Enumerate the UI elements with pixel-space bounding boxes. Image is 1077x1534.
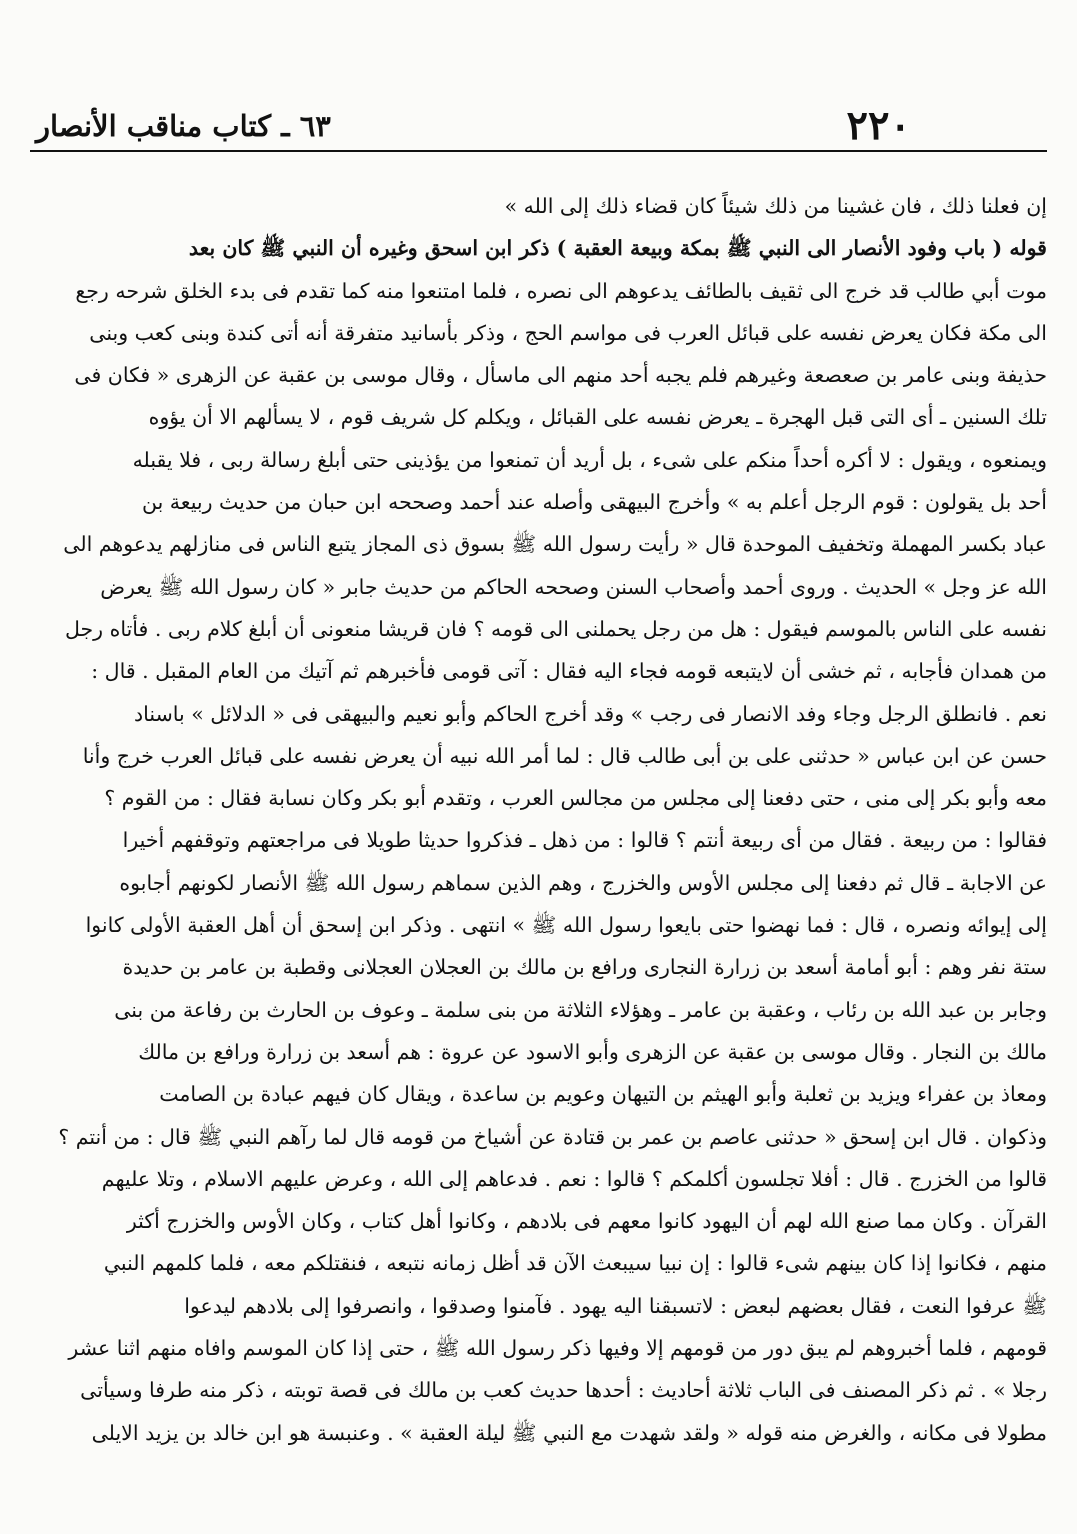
text-line: موت أبي طالب قد خرج الى ثقيف بالطائف يدعوهم الى نصره ، فلما امتنعوا منه كما تقدم فى بدء الخلق شرحه رجع (75, 278, 1047, 303)
text-line: نفسه على الناس بالموسم فيقول : هل من رجل يحملنى الى قومه ؟ فان قريشا منعونى أن أبلغ كلام ربى . فأتاه رجل (64, 616, 1047, 641)
text-line: الى مكة فكان يعرض نفسه على قبائل العرب فى مواسم الحج ، وذكر بأسانيد متفرقة أنه أتى كندة وبنى كعب وبنى (89, 320, 1047, 345)
text-line: قالوا من الخزرج . قال : أفلا تجلسون أكلمكم ؟ قالوا : نعم . فدعاهم إلى الله ، وعرض عليهم الاسلام ، وتلا عليهم (101, 1166, 1047, 1191)
text-line: معه وأبو بكر إلى منى ، حتى دفعنا إلى مجلس من مجالس العرب ، وتقدم أبو بكر وكان نسابة فقال : من القوم ؟ (104, 786, 1047, 811)
text-line: رجلا » . ثم ذكر المصنف فى الباب ثلاثة أحاديث : أحدها حديث كعب بن مالك فى قصة توبته ، ذكر منه طرفا وسيأتى (80, 1378, 1047, 1403)
text-line: عباد بكسر المهملة وتخفيف الموحدة قال « رأيت رسول الله ﷺ بسوق ذى المجاز يتبع الناس فى منازلهم يدعوهم الى (63, 532, 1047, 557)
page-number: ٢٢٠ (846, 102, 911, 149)
text-line: قومهم ، فلما أخبروهم لم يبق دور من قومهم إلا وفيها ذكر رسول الله ﷺ ، حتى إذا كان الموسم وافاه منهم اثنا عشر (68, 1336, 1047, 1361)
text-line: منهم ، فكانوا إذا كان بينهم شىء قالوا : إن نبيا سيبعث الآن قد أظل زمانه نتبعه ، فنقتلكم معه ، فلما كلمهم النبي (103, 1251, 1047, 1276)
text-line: قوله ( باب وفود الأنصار الى النبي ﷺ بمكة وبيعة العقبة ) ذكر ابن اسحق وغيره أن النبي ﷺ كان بعد (188, 236, 1047, 261)
text-line: ﷺ عرفوا النعت ، فقال بعضهم لبعض : لاتسبقنا اليه يهود . فآمنوا وصدقوا ، وانصرفوا إلى بلادهم ليدعوا (184, 1293, 1047, 1318)
text-line: تلك السنين ـ أى التى قبل الهجرة ـ يعرض نفسه على القبائل ، ويكلم كل شريف قوم ، لا يسألهم الا أن يؤوه (148, 405, 1047, 430)
text-line: حسن عن ابن عباس « حدثنى على بن أبى طالب قال : لما أمر الله نبيه أن يعرض نفسه على قبائل العرب خرج وأنا (82, 743, 1047, 768)
text-line: مطولا فى مكانه ، والغرض منه قوله « ولقد شهدت مع النبي ﷺ ليلة العقبة » . وعنبسة هو ابن خالد بن يزيد الايلى (91, 1420, 1047, 1445)
body-text (28, 185, 1047, 1454)
text-line: فقالوا : من ربيعة . فقال من أى ربيعة أنتم ؟ قالوا : من ذهل ـ فذكروا حديثا طويلا فى مراجعتهم وتوقفهم أخيرا (122, 828, 1047, 853)
text-line: نعم . فانطلق الرجل وجاء وفد الانصار فى رجب » وقد أخرج الحاكم وأبو نعيم والبيهقى فى « الدلائل » باسناد (134, 701, 1047, 726)
text-line: ومعاذ بن عفراء ويزيد بن ثعلبة وأبو الهيثم بن التيهان وعويم بن ساعدة ، ويقال كان فيهم عبادة بن الصامت (159, 1082, 1047, 1107)
text-line: من همدان فأجابه ، ثم خشى أن لايتبعه قومه فجاء اليه فقال : آتى قومى فأخبرهم ثم آتيك من العام المقبل . قال : (91, 659, 1047, 684)
text-line: مالك بن النجار . وقال موسى بن عقبة عن الزهرى وأبو الاسود عن عروة : هم أسعد بن زرارة ورافع بن مالك (138, 1039, 1047, 1064)
text-line: ويمنعوه ، ويقول : لا أكره أحداً منكم على شىء ، بل أريد أن تمنعوا من يؤذينى حتى أبلغ رسالة ربى ، فلا يقبله (132, 447, 1047, 472)
text-line: إلى إيوائه ونصره ، قال : فما نهضوا حتى بايعوا رسول الله ﷺ » انتهى . وذكر ابن إسحق أن أهل العقبة الأولى كانوا (85, 913, 1047, 938)
text-line: عن الاجابة ـ قال ثم دفعنا إلى مجلس الأوس والخزرج ، وهم الذين سماهم رسول الله ﷺ الأنصار لكونهم أجابوه (119, 870, 1047, 895)
text-line: حذيفة وبنى عامر بن صعصعة وغيرهم فلم يجبه أحد منهم الى ماسأل ، وقال موسى بن عقبة عن الزهرى « فكان فى (74, 363, 1047, 388)
page-header (28, 100, 1049, 152)
running-title: ٦٣ ـ كتاب مناقب الأنصار (36, 109, 331, 143)
text-line: أحد بل يقولون : قوم الرجل أعلم به » وأخرج البيهقى وأصله عند أحمد وصححه ابن حبان من حديث ربيعة بن (141, 490, 1047, 515)
text-line: وذكوان . قال ابن إسحق « حدثنى عاصم بن عمر بن قتادة عن أشياخ من قومه قال لما رآهم النبي ﷺ قال : من أنتم ؟ (58, 1124, 1047, 1149)
text-line: إن فعلنا ذلك ، فان غشينا من ذلك شيئاً كان قضاء ذلك إلى الله » (504, 194, 1047, 218)
text-line: ستة نفر وهم : أبو أمامة أسعد بن زرارة النجارى ورافع بن مالك بن العجلان العجلانى وقطبة بن عامر بن حديدة (122, 955, 1047, 980)
text-line: القرآن . وكان مما صنع الله لهم أن اليهود كانوا معهم فى بلادهم ، وكانوا أهل كتاب ، وكان الأوس والخزرج أكثر (126, 1209, 1047, 1234)
text-line: الله عز وجل » الحديث . وروى أحمد وأصحاب السنن وصححه الحاكم من حديث جابر « كان رسول الله ﷺ يعرض (100, 574, 1047, 599)
header-rule (30, 150, 1047, 152)
text-line: وجابر بن عبد الله بن رئاب ، وعقبة بن عامر ـ وهؤلاء الثلاثة من بنى سلمة ـ وعوف بن الحارث بن رفاعة من بنى (114, 997, 1047, 1022)
